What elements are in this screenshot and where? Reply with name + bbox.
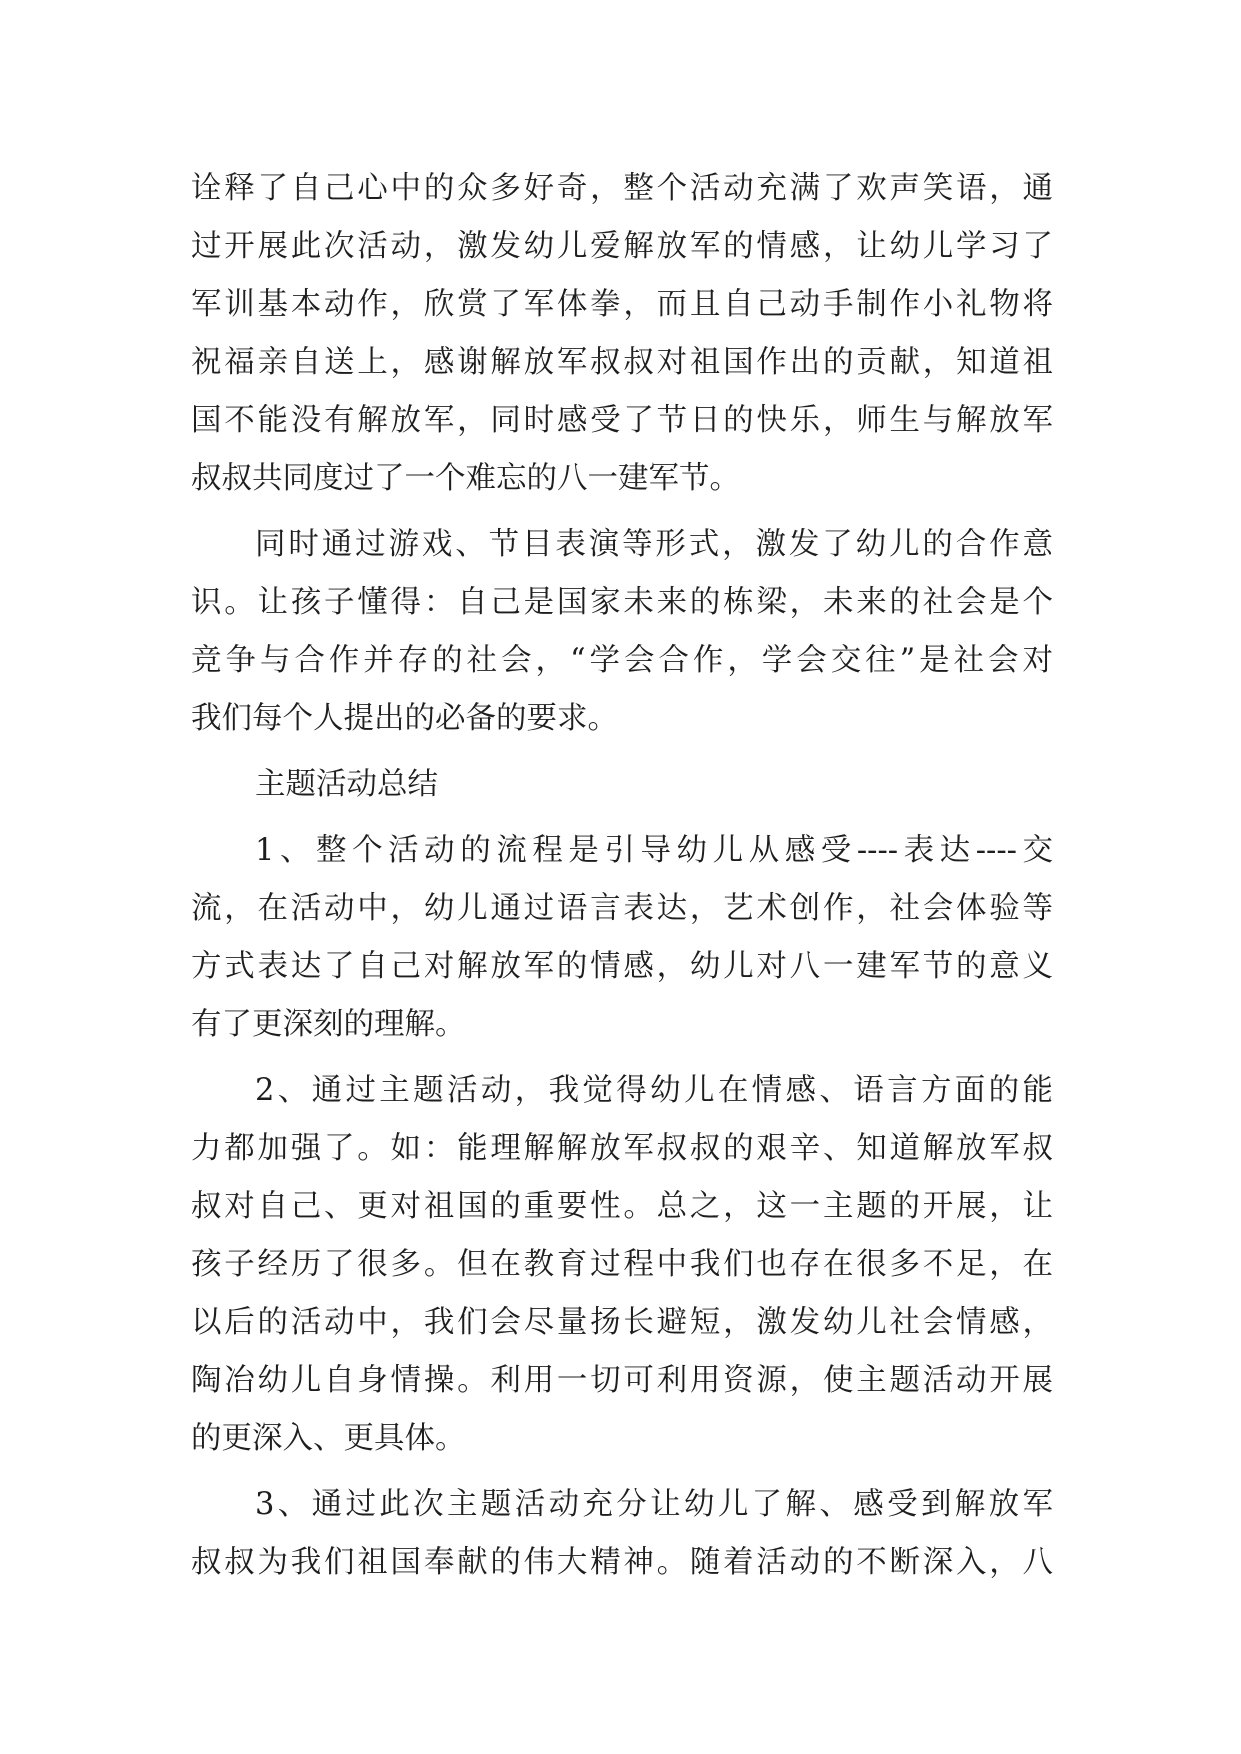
text-line: 流，在活动中，幼儿通过语言表达，艺术创作，社会体验等: [191, 891, 1053, 926]
text-line: 过开展此次活动，激发幼儿爱解放军的情感，让幼儿学习了: [191, 229, 1053, 264]
text-line: 军训基本动作，欣赏了军体拳，而且自己动手制作小礼物将: [191, 287, 1053, 322]
paragraph-start-line: 2、通过主题活动，我觉得幼儿在情感、语言方面的能: [255, 1073, 1053, 1108]
text-line: 以后的活动中，我们会尽量扬长避短，激发幼儿社会情感，: [191, 1305, 1053, 1340]
text-line: 叔叔为我们祖国奉献的伟大精神。随着活动的不断深入，八: [191, 1545, 1053, 1580]
text-line: 诠释了自己心中的众多好奇，整个活动充满了欢声笑语，通: [191, 171, 1053, 206]
text-line: 国不能没有解放军，同时感受了节日的快乐，师生与解放军: [191, 403, 1053, 438]
section-heading: 主题活动总结: [255, 767, 438, 802]
text-line: 我们每个人提出的必备的要求。: [191, 701, 618, 736]
text-line: 竞争与合作并存的社会，“学会合作，学会交往”是社会对: [191, 643, 1053, 678]
paragraph-start-line: 3、通过此次主题活动充分让幼儿了解、感受到解放军: [255, 1487, 1053, 1522]
text-line: 识。让孩子懂得：自己是国家未来的栋梁，未来的社会是个: [191, 585, 1053, 620]
text-line: 叔叔共同度过了一个难忘的八一建军节。: [191, 461, 740, 496]
paragraph-start-line: 1、整个活动的流程是引导幼儿从感受----表达----交: [255, 833, 1053, 868]
text-line: 的更深入、更具体。: [191, 1421, 466, 1456]
text-line: 祝福亲自送上，感谢解放军叔叔对祖国作出的贡献，知道祖: [191, 345, 1053, 380]
text-line: 力都加强了。如：能理解解放军叔叔的艰辛、知道解放军叔: [191, 1131, 1053, 1166]
document-body: [191, 160, 1053, 1592]
text-line: 陶冶幼儿自身情操。利用一切可利用资源，使主题活动开展: [191, 1363, 1053, 1398]
paragraph-start-line: 同时通过游戏、节目表演等形式，激发了幼儿的合作意: [255, 527, 1053, 562]
text-line: 叔对自己、更对祖国的重要性。总之，这一主题的开展，让: [191, 1189, 1053, 1224]
text-line: 方式表达了自己对解放军的情感，幼儿对八一建军节的意义: [191, 949, 1053, 984]
text-line: 有了更深刻的理解。: [191, 1007, 466, 1042]
text-line: 孩子经历了很多。但在教育过程中我们也存在很多不足，在: [191, 1247, 1053, 1282]
